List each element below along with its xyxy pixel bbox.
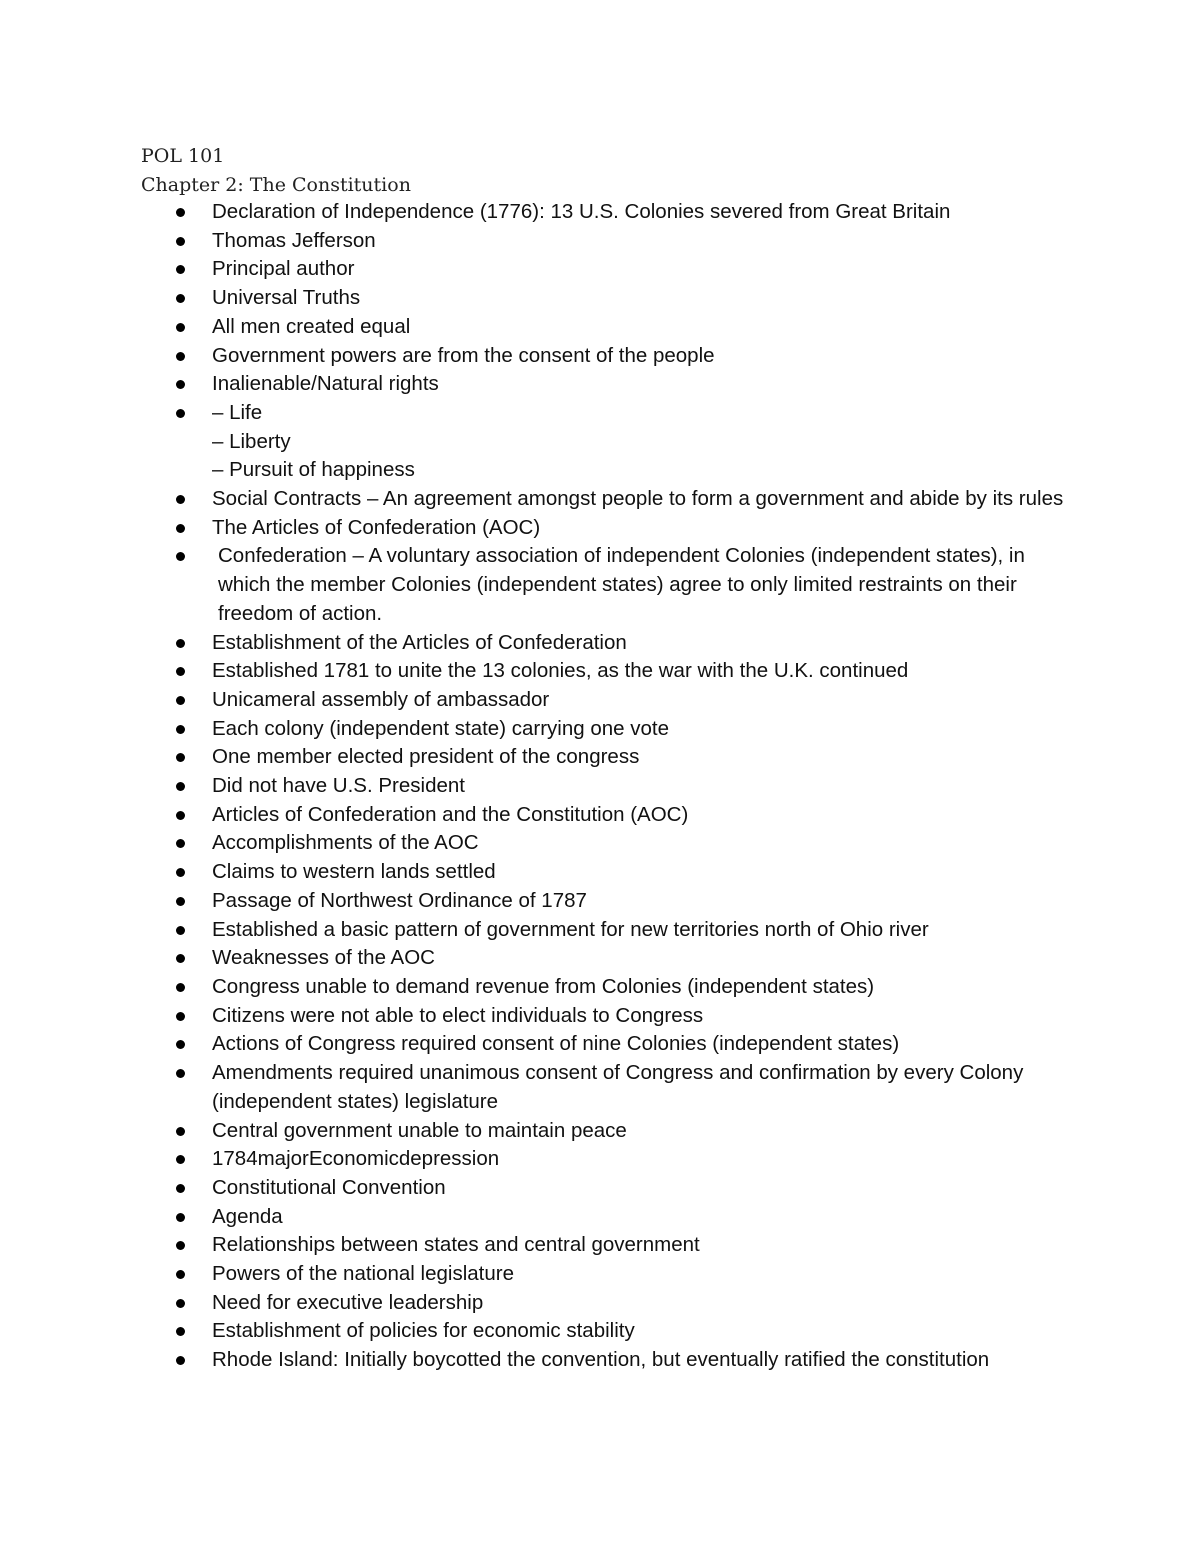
list-item-text: – Life [212, 400, 263, 424]
bullet-icon [176, 1356, 185, 1365]
list-item [141, 1231, 1071, 1260]
bullet-icon [176, 1155, 185, 1164]
list-item [141, 1289, 1071, 1318]
list-item-text: Weaknesses of the AOC [212, 946, 435, 970]
bullet-icon [176, 696, 185, 705]
bullet-icon [176, 983, 185, 992]
list-item-text: Powers of the national legislature [212, 1262, 514, 1286]
bullet-icon [176, 667, 185, 676]
list-item-text: 1784majorEconomicdepression [212, 1147, 500, 1171]
bullet-icon [176, 524, 185, 533]
list-item [141, 629, 1071, 658]
list-item-text: Thomas Jefferson [212, 228, 376, 252]
list-item [141, 772, 1071, 801]
bullet-icon [176, 380, 185, 389]
list-item [141, 1030, 1071, 1059]
bullet-icon [176, 954, 185, 963]
list-item-text: Actions of Congress required consent of nine Colonies (independent states) [212, 1032, 900, 1056]
bullet-icon [176, 552, 185, 561]
bullet-icon [176, 1040, 185, 1049]
course-title: POL 101 [141, 145, 225, 167]
bullet-icon [176, 1184, 185, 1193]
list-item [141, 255, 1071, 284]
bullet-icon [176, 1127, 185, 1136]
list-item [141, 887, 1071, 916]
list-item [141, 944, 1071, 973]
list-item [141, 686, 1071, 715]
list-item-text: Established a basic pattern of government for new territories north of Ohio river [212, 917, 929, 941]
list-item [141, 342, 1071, 371]
bullet-icon [176, 897, 185, 906]
list-item-text: Social Contracts – An agreement amongst people to form a government and abide by its rules [212, 487, 1064, 511]
bullet-icon [176, 926, 185, 935]
list-subline-text: – Pursuit of happiness [212, 458, 415, 482]
bullet-icon [176, 323, 185, 332]
list-item [141, 1117, 1071, 1146]
list-item [141, 973, 1071, 1002]
list-item [141, 1317, 1071, 1346]
list-item [141, 916, 1071, 945]
bullet-icon [176, 868, 185, 877]
list-item-text: Constitutional Convention [212, 1175, 446, 1199]
list-item-text: Agenda [212, 1204, 283, 1228]
list-item-text: Unicameral assembly of ambassador [212, 687, 550, 711]
list-item-text: Established 1781 to unite the 13 colonies, as the war with the U.K. continued [212, 659, 909, 683]
list-item [141, 858, 1071, 887]
list-item [141, 514, 1071, 543]
bullet-icon [176, 1012, 185, 1021]
bullet-icon [176, 1270, 185, 1279]
list-item [141, 284, 1071, 313]
bullet-icon [176, 294, 185, 303]
list-item-text: Each colony (independent state) carrying one vote [212, 716, 669, 740]
list-item-text: Articles of Confederation and the Constitution (AOC) [212, 802, 689, 826]
bullet-icon [176, 725, 185, 734]
bullet-icon [176, 1213, 185, 1222]
list-item-text: Principal author [212, 257, 355, 281]
list-item-text: Citizens were not able to elect individuals to Congress [212, 1003, 704, 1027]
list-item-text: Relationships between states and central government [212, 1233, 700, 1257]
bullet-icon [176, 352, 185, 361]
bullet-icon [176, 811, 185, 820]
bullet-icon [176, 782, 185, 791]
notes-bullet-list [141, 198, 1071, 1375]
list-item-text: Declaration of Independence (1776): 13 U.S. Colonies severed from Great Britain [212, 200, 951, 223]
list-item-text: Congress unable to demand revenue from Colonies (independent states) [212, 974, 875, 998]
bullet-icon [176, 409, 185, 418]
list-item-text: Claims to western lands settled [212, 860, 496, 884]
bullet-icon [176, 495, 185, 504]
list-item-text: Rhode Island: Initially boycotted the convention, but eventually ratified the constitution [212, 1348, 990, 1372]
list-item-text: Amendments required unanimous consent of Congress and confirmation by every Colony (independent states) legislature [212, 1061, 1024, 1113]
list-item-text: Establishment of policies for economic stability [212, 1319, 635, 1343]
bullet-icon [176, 208, 185, 217]
list-item [141, 399, 1071, 485]
bullet-icon [176, 1299, 185, 1308]
list-item [141, 1145, 1071, 1174]
list-item-text: Universal Truths [212, 286, 361, 310]
list-item-text: Inalienable/Natural rights [212, 372, 439, 396]
list-item [141, 485, 1071, 514]
list-item [141, 801, 1071, 830]
bullet-icon [176, 1241, 185, 1250]
list-item [141, 829, 1071, 858]
list-item [141, 657, 1071, 686]
list-item-text: Government powers are from the consent of the people [212, 343, 715, 367]
list-item-text: One member elected president of the congress [212, 745, 640, 769]
list-item [141, 743, 1071, 772]
list-item-text: Establishment of the Articles of Confederation [212, 630, 627, 654]
list-item [141, 1346, 1071, 1375]
bullet-icon [176, 639, 185, 648]
bullet-icon [176, 839, 185, 848]
list-item-text: Confederation – A voluntary association of independent Colonies (independent states), in which the member Colonies (independent states) agree to only limited restraints on their freedom of action. [218, 544, 1025, 625]
list-item [141, 370, 1071, 399]
list-item [141, 313, 1071, 342]
list-item [141, 227, 1071, 256]
list-item [141, 1174, 1071, 1203]
list-item [141, 198, 1071, 227]
list-item-text: The Articles of Confederation (AOC) [212, 515, 541, 539]
list-item-text: All men created equal [212, 314, 411, 338]
bullet-icon [176, 237, 185, 246]
list-item [141, 542, 1071, 628]
document-header [141, 142, 1091, 199]
list-item-text: Need for executive leadership [212, 1290, 484, 1314]
list-item [141, 715, 1071, 744]
list-subline-text: – Liberty [212, 429, 291, 453]
list-item-text: Central government unable to maintain peace [212, 1118, 627, 1142]
bullet-icon [176, 1327, 185, 1336]
list-item [141, 1002, 1071, 1031]
bullet-icon [176, 1069, 185, 1078]
list-item [141, 1203, 1071, 1232]
list-item-text: Accomplishments of the AOC [212, 831, 479, 855]
list-item [141, 1059, 1071, 1116]
bullet-icon [176, 753, 185, 762]
bullet-icon [176, 265, 185, 274]
list-item-text: Did not have U.S. President [212, 774, 465, 798]
list-item-text: Passage of Northwest Ordinance of 1787 [212, 888, 587, 912]
chapter-title: Chapter 2: The Constitution [141, 173, 411, 196]
list-item [141, 1260, 1071, 1289]
